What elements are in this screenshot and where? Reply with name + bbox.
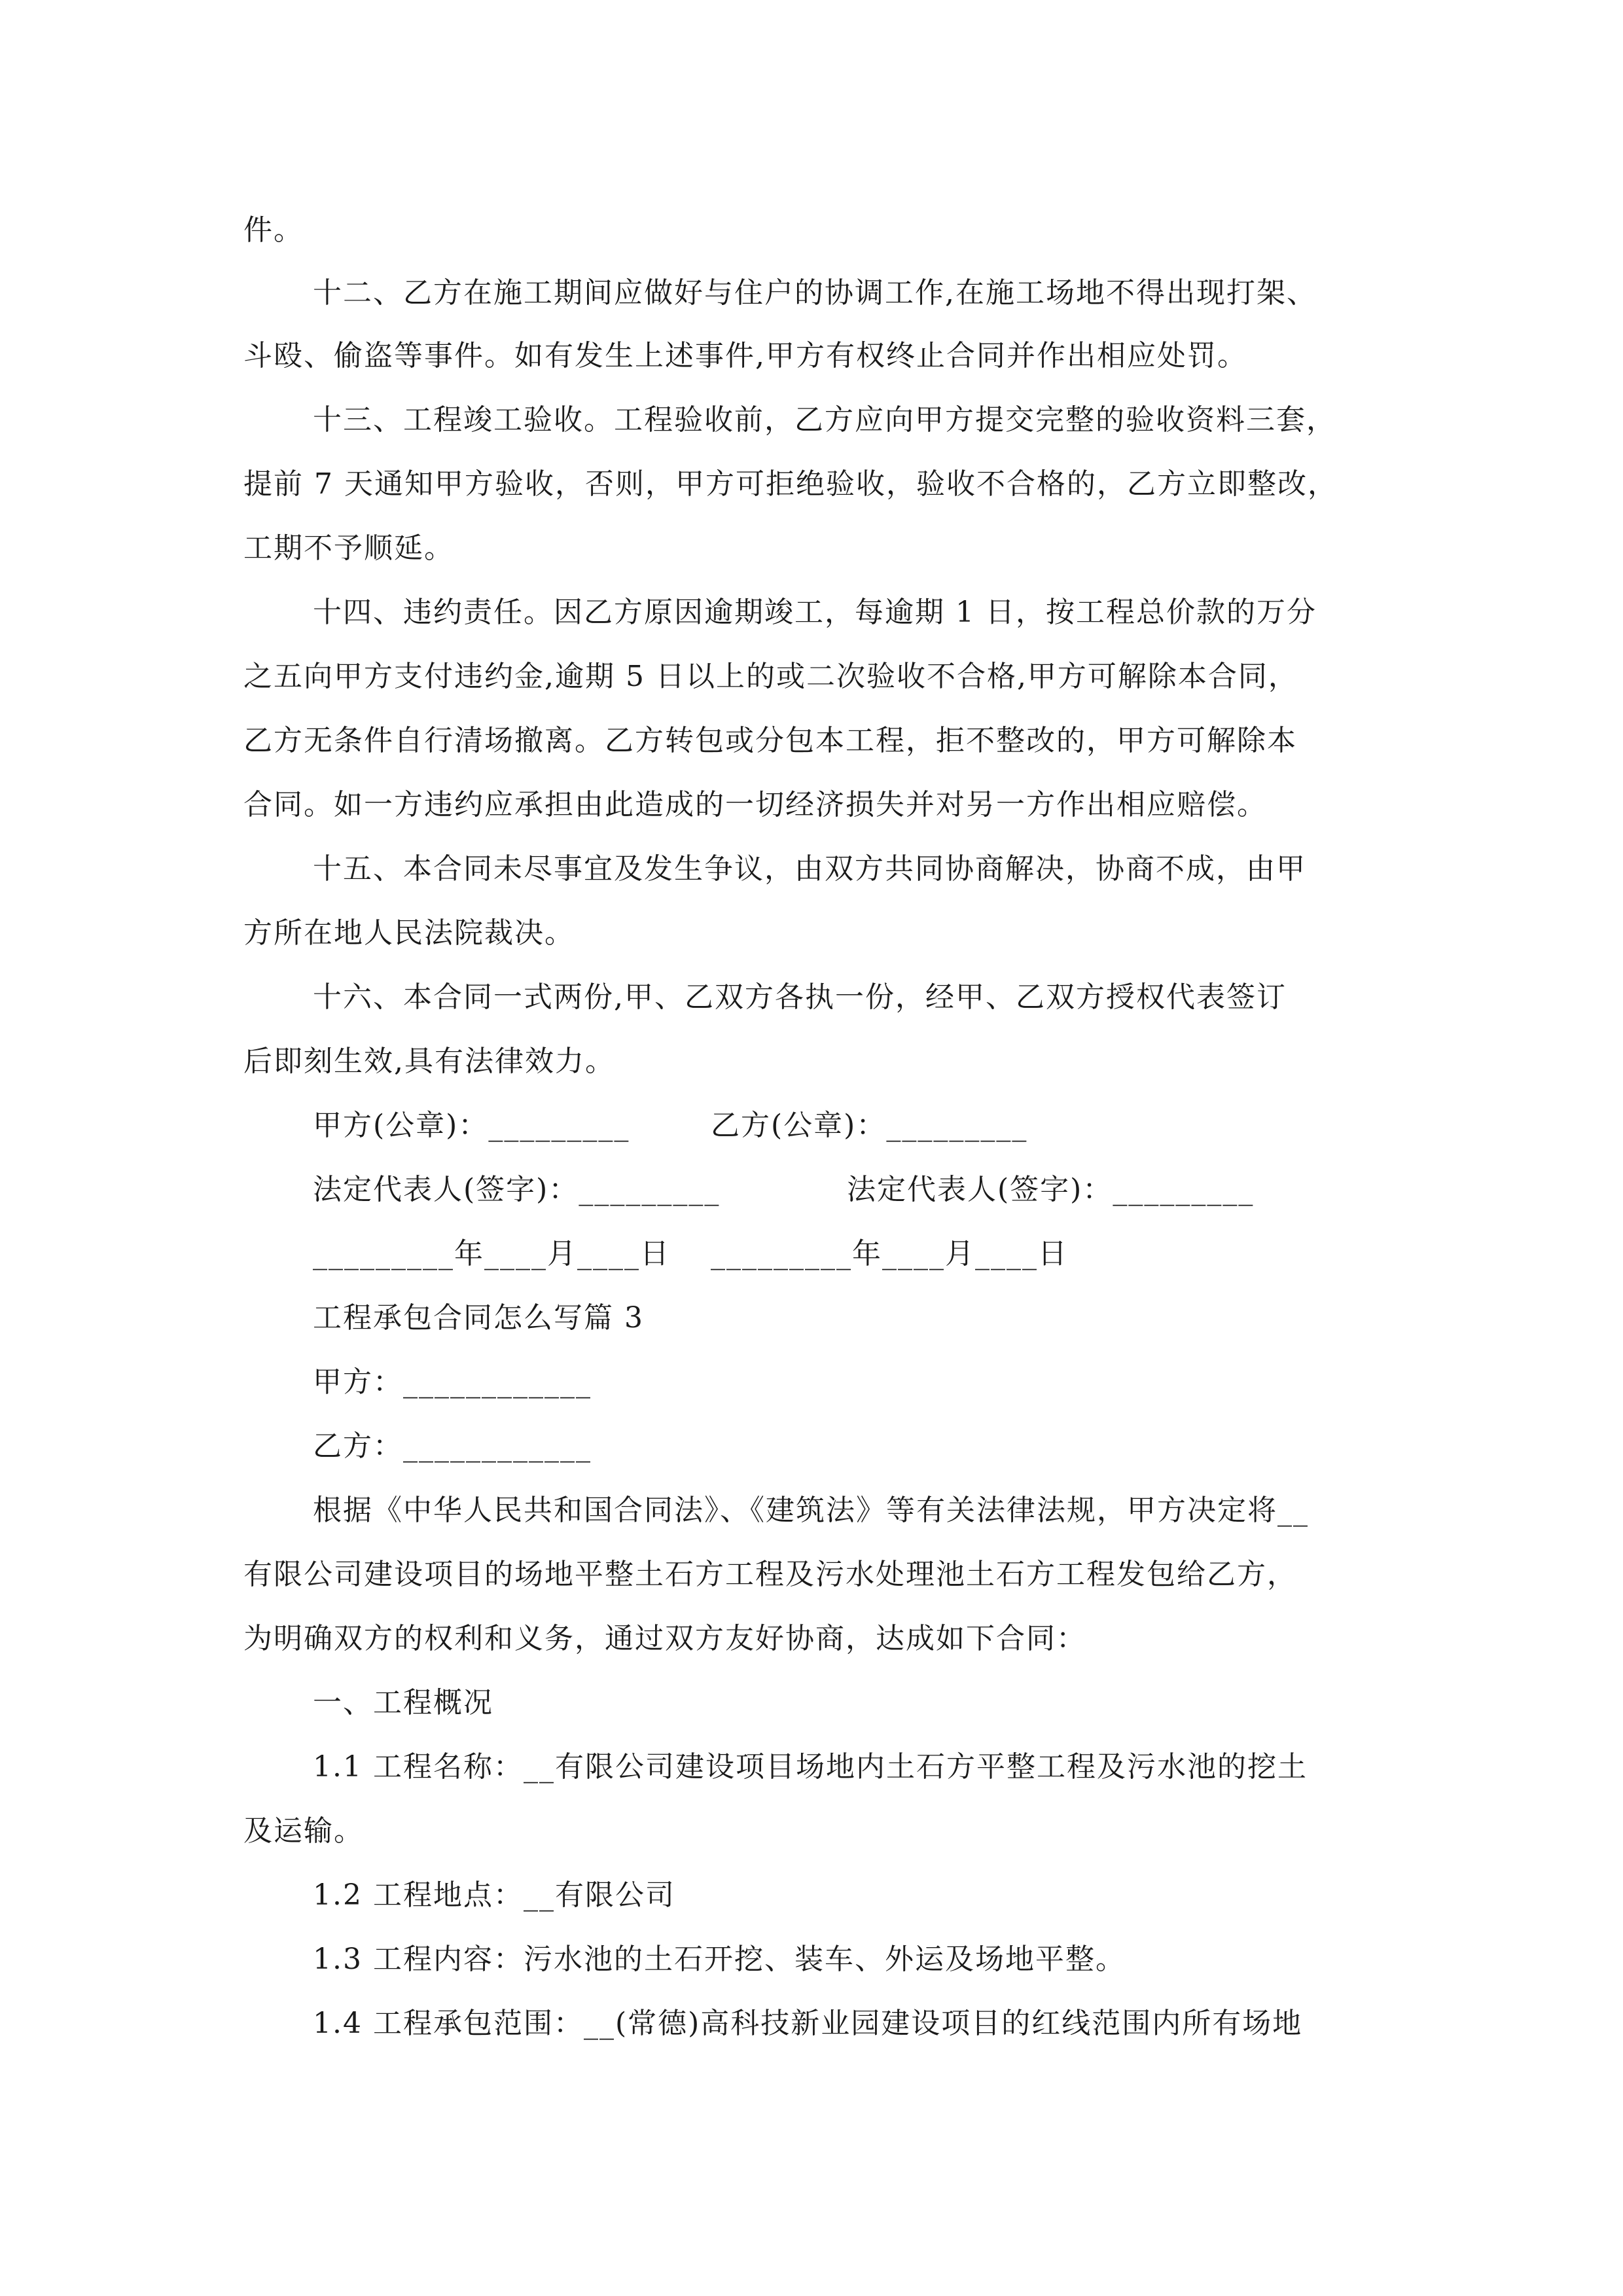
overview-heading: 一、工程概况 — [313, 1686, 493, 1719]
intro-line: 有限公司建设项目的场地平整土石方工程及污水处理池土石方工程发包给乙方， — [243, 1558, 1297, 1591]
clause-item: 1.4 工程承包范围：__(常德)高科技新业园建设项目的红线范围内所有场地 — [313, 2007, 1303, 2040]
party-a-seal-line: 甲方(公章)：_________ — [313, 1109, 630, 1142]
clause-item: 及运输。 — [243, 1814, 364, 1848]
text-line: 斗殴、偷盗等事件。如有发生上述事件,甲方有权终止合同并作出相应处罚。 — [243, 339, 1247, 372]
party-a-representative-line: 法定代表人(签字)：_________ — [313, 1173, 721, 1206]
text-line: 工期不予顺延。 — [243, 531, 454, 565]
party-b-seal-line: 乙方(公章)：_________ — [711, 1109, 1028, 1142]
party-a-line: 甲方：____________ — [313, 1365, 592, 1399]
clause-item: 1.1 工程名称：__有限公司建设项目场地内土石方平整工程及污水池的挖土 — [313, 1750, 1308, 1784]
text-line: 十二、乙方在施工期间应做好与住户的协调工作,在施工场地不得出现打架、 — [313, 276, 1317, 310]
text-line: 之五向甲方支付违约金,逾期 5 日以上的或二次验收不合格,甲方可解除本合同， — [243, 660, 1298, 693]
date-line-b: _________年____月____日 — [711, 1237, 1068, 1270]
text-line: 提前 7 天通知甲方验收，否则，甲方可拒绝验收，验收不合格的，乙方立即整改， — [243, 467, 1338, 501]
clause-item: 1.2 工程地点：__有限公司 — [313, 1878, 675, 1912]
text-line: 件。 — [243, 213, 304, 247]
text-line: 十六、本合同一式两份,甲、乙双方各执一份，经甲、乙双方授权代表签订 — [313, 980, 1287, 1014]
intro-line: 为明确双方的权利和义务，通过双方友好协商，达成如下合同： — [243, 1622, 1086, 1655]
date-line-a: _________年____月____日 — [313, 1237, 670, 1270]
text-line: 十四、违约责任。因乙方原因逾期竣工，每逾期 1 日，按工程总价款的万分 — [313, 596, 1317, 629]
text-line: 后即刻生效,具有法律效力。 — [243, 1045, 615, 1078]
party-b-line: 乙方：____________ — [313, 1429, 592, 1463]
text-line: 十三、工程竣工验收。工程验收前，乙方应向甲方提交完整的验收资料三套， — [313, 403, 1336, 437]
text-line: 合同。如一方违约应承担由此造成的一切经济损失并对另一方作出相应赔偿。 — [243, 788, 1267, 821]
clause-item: 1.3 工程内容：污水池的土石开挖、装车、外运及场地平整。 — [313, 1943, 1126, 1976]
text-line: 方所在地人民法院裁决。 — [243, 916, 575, 950]
party-b-representative-line: 法定代表人(签字)：_________ — [847, 1173, 1255, 1206]
section-title: 工程承包合同怎么写篇 3 — [313, 1301, 644, 1335]
text-line: 十五、本合同未尽事宜及发生争议，由双方共同协商解决，协商不成，由甲 — [313, 852, 1306, 886]
intro-line: 根据《中华人民共和国合同法》、《建筑法》等有关法律法规，甲方决定将__ — [313, 1494, 1309, 1527]
text-line: 乙方无条件自行清场撤离。乙方转包或分包本工程，拒不整改的，甲方可解除本 — [243, 724, 1297, 757]
